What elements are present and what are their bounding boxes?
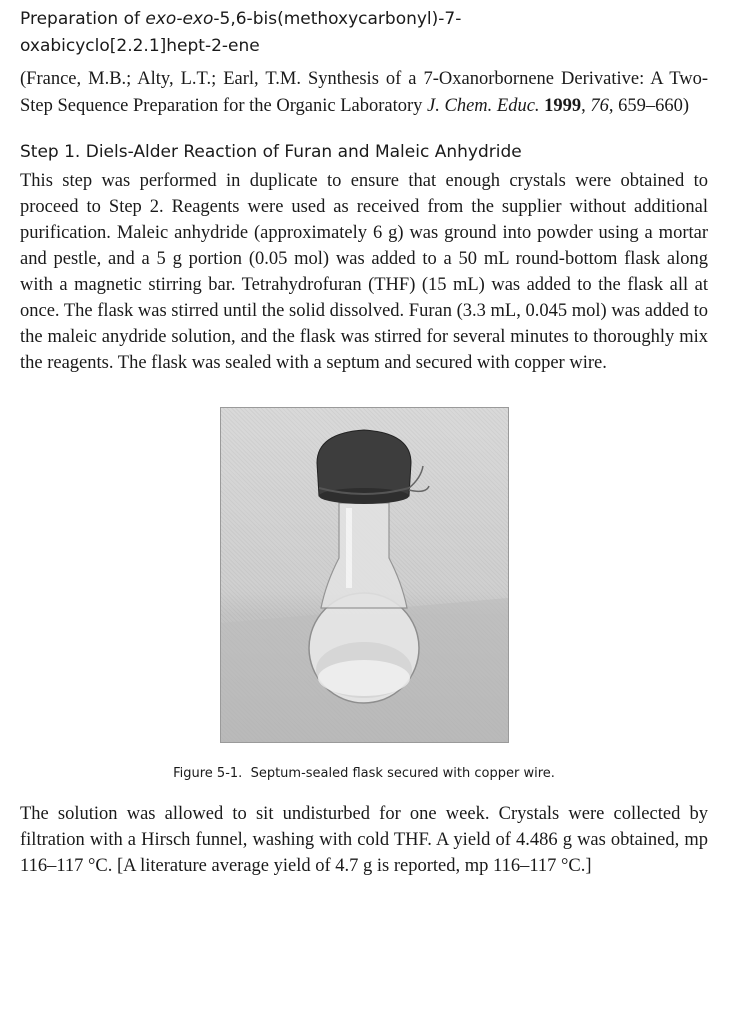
title-prefix: Preparation of — [20, 9, 146, 29]
citation-volume: 76 — [590, 96, 609, 116]
figure-label: Figure 5-1. — [173, 766, 243, 781]
step1-heading: Step 1. Diels-Alder Reaction of Furan and Maleic Anhydride — [20, 142, 522, 162]
citation-text: (France, M.B.; Alty, L.T.; Earl, T.M. Synthesis of a 7-Oxanorbornene Derivative: A Two-Step Sequence Preparation for the Organic Laboratory — [20, 69, 708, 116]
figure — [20, 407, 708, 783]
citation-year: 1999 — [544, 96, 582, 116]
flask-photo — [220, 407, 509, 743]
page-title — [20, 6, 708, 60]
citation-journal: J. Chem. Educ. — [427, 96, 540, 116]
closing-paragraph: The solution was allowed to sit undisturbed for one week. Crystals were collected by filtration with a Hirsch funnel, washing with cold THF. A yield of 4.486 g was obtained, mp 116–117 °C. [A literature average yield of 4.7 g is reported, mp 116–117 °C.] — [20, 804, 708, 876]
step1-paragraph: This step was performed in duplicate to ensure that enough crystals were obtained to proceed to Step 2. Reagents were used as received from the supplier without additional purification. Maleic anhydride (approximately 6 g) was ground into powder using a mortar and pestle, and a 5 g portion (0.05 mol) was added to a 50 mL round-bottom flask along with a magnetic stirring bar. Tetrahydrofuran (THF) (15 mL) was added to the flask all at once. The flask was stirred until the solid dissolved. Furan (3.3 mL, 0.045 mol) was added to the maleic anydride solution, and the flask was stirred for several minutes to thoroughly mix the reagents. The flask was sealed with a septum and secured with copper wire. — [20, 171, 708, 373]
title-italic-stereo: exo-exo — [145, 9, 214, 29]
title-suffix: -5,6-bis(methoxycarbonyl)-7- — [213, 9, 462, 29]
figure-caption — [20, 765, 708, 783]
flask-illustration — [221, 408, 508, 742]
title-line2: oxabicyclo[2.2.1]hept-2-ene — [20, 36, 260, 56]
citation: (France, M.B.; Alty, L.T.; Earl, T.M. Synthesis of a 7-Oxanorbornene Derivative: A Two-Step Sequence Preparation for the Organic Laboratory J. Chem. Educ. 1999, 76, 659–660) — [20, 69, 708, 116]
document-page — [20, 6, 708, 879]
figure-caption-text: Septum-sealed flask secured with copper wire. — [250, 766, 555, 781]
citation-pages: , 659–660) — [608, 96, 690, 116]
